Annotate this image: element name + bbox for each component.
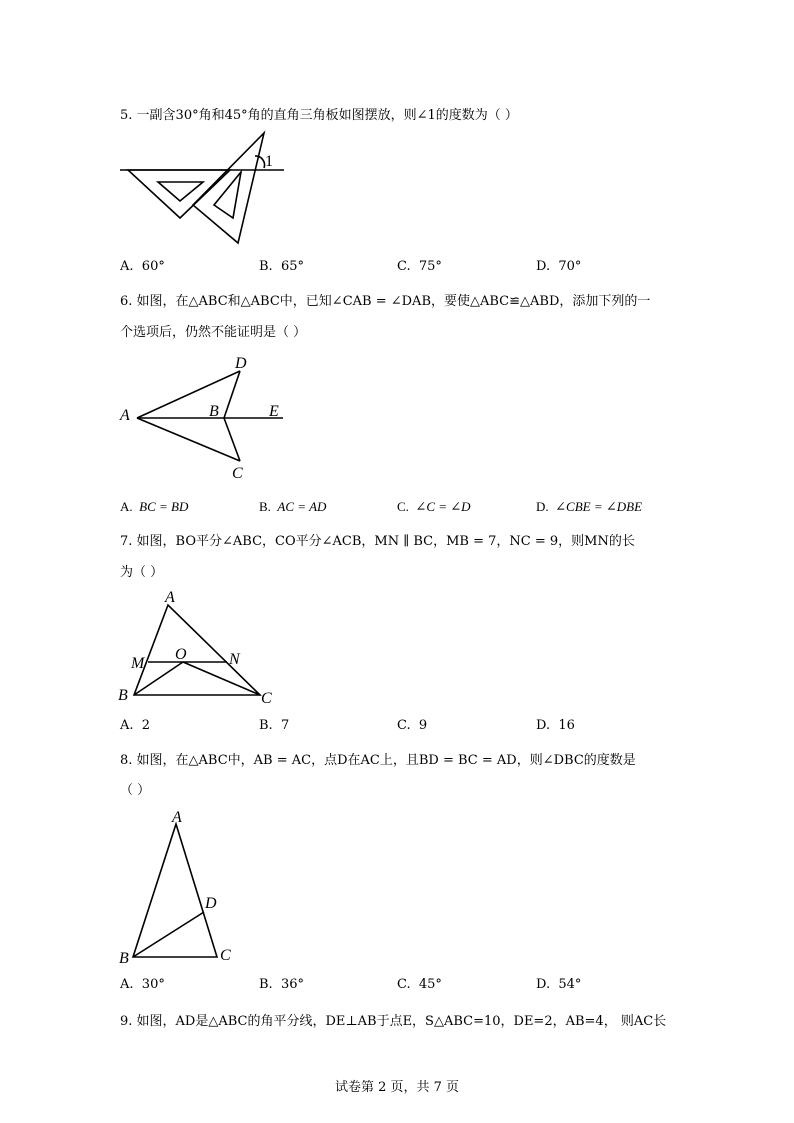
q7-option-b[interactable]: B. 7 xyxy=(259,718,290,733)
q8-option-b[interactable]: B. 36° xyxy=(259,977,304,992)
figure-q6-label-a: A xyxy=(120,407,130,424)
figure-q7-label-c: C xyxy=(261,690,272,707)
figure-q8-label-b: B xyxy=(119,950,129,967)
q6-option-a[interactable]: A. BC = BD xyxy=(120,499,189,514)
question-6-stem-line1: 6. 如图，在△ABC和△ABC中，已知∠CAB = ∠DAB，要使△ABC≌△ABD，添加下列的一 xyxy=(120,294,651,309)
figure-q5-label-1: 1 xyxy=(265,153,273,170)
q8-option-c[interactable]: C. 45° xyxy=(397,977,442,992)
figure-q8-label-a: A xyxy=(172,809,182,826)
q8-option-d[interactable]: D. 54° xyxy=(536,977,582,992)
question-9-stem: 9. 如图，AD是△ABC的角平分线，DE⊥AB于点E，S△ABC=10，DE=2，AB=4， 则AC长 xyxy=(120,1014,667,1029)
q6-option-b[interactable]: B. AC = AD xyxy=(259,499,327,514)
question-8-stem-line1: 8. 如图，在△ABC中，AB = AC，点D在AC上，且BD = BC = AD，则∠DBC的度数是 xyxy=(120,753,636,768)
q7-option-c[interactable]: C. 9 xyxy=(397,718,428,733)
question-6-stem-line2: 个选项后，仍然不能证明是（ ） xyxy=(120,325,307,340)
figure-q6-label-c: C xyxy=(232,465,243,482)
figure-q8-label-c: C xyxy=(220,947,231,964)
question-7-stem-line1: 7. 如图，BO平分∠ABC，CO平分∠ACB，MN ∥ BC，MB = 7，NC = 9，则MN的长 xyxy=(120,534,635,549)
q7-option-d[interactable]: D. 16 xyxy=(536,718,575,733)
q7-option-a[interactable]: A. 2 xyxy=(120,718,151,733)
figure-q7-label-m: M xyxy=(131,655,145,672)
q8-option-a[interactable]: A. 30° xyxy=(120,977,165,992)
figure-q7-label-a: A xyxy=(165,589,175,606)
question-7-stem-line2: 为（ ） xyxy=(120,565,164,580)
page-footer: 试卷第 2 页，共 7 页 xyxy=(334,1080,460,1095)
figure-q6-label-b: B xyxy=(209,403,219,420)
q5-option-c[interactable]: C. 75° xyxy=(397,259,442,274)
figure-q7-label-n: N xyxy=(229,651,240,668)
figure-q6-label-d: D xyxy=(235,355,247,372)
figure-q8-label-d: D xyxy=(205,895,217,912)
q5-option-b[interactable]: B. 65° xyxy=(259,259,304,274)
question-8-stem-line2: （ ） xyxy=(120,783,151,798)
q5-option-a[interactable]: A. 60° xyxy=(120,259,165,274)
q6-option-c[interactable]: C. ∠C = ∠D xyxy=(397,499,471,514)
q6-option-d[interactable]: D. ∠CBE = ∠DBE xyxy=(536,499,643,514)
question-5-stem: 5. 一副含30°角和45°角的直角三角板如图摆放，则∠1的度数为（ ） xyxy=(120,108,518,123)
figure-q7-label-b: B xyxy=(118,687,128,704)
figure-q7-label-o: O xyxy=(175,646,187,663)
q5-option-d[interactable]: D. 70° xyxy=(536,259,582,274)
figure-q6-label-e: E xyxy=(269,403,279,420)
